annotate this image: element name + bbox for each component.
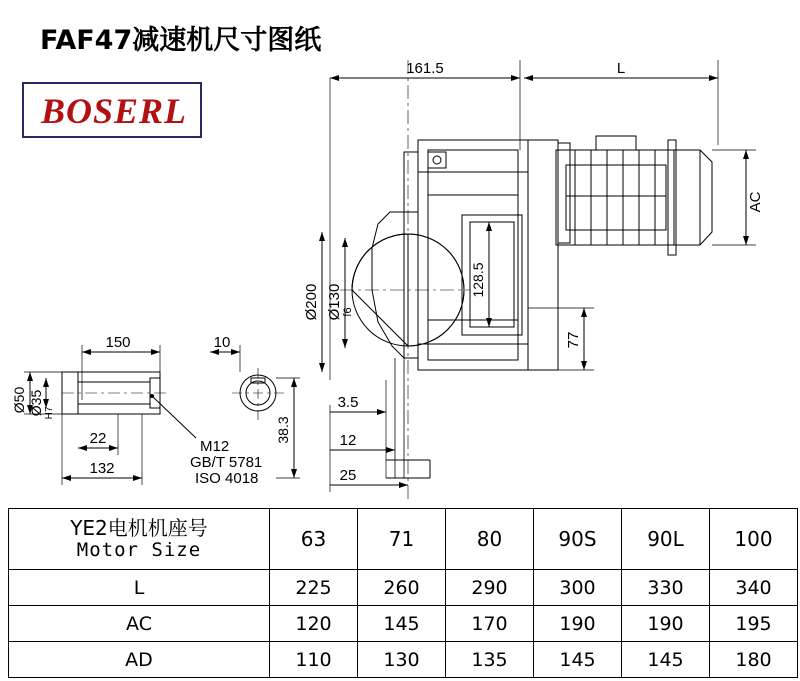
table-cell: 180 bbox=[710, 642, 798, 678]
table-header-row bbox=[9, 509, 798, 570]
dim-77: 77 bbox=[565, 331, 582, 349]
table-header-cell: 90L bbox=[622, 509, 710, 570]
header-label-cn: YE2电机机座号 bbox=[70, 515, 208, 540]
dim-25: 25 bbox=[339, 467, 357, 484]
row-label: L bbox=[9, 570, 270, 606]
table-cell: 190 bbox=[622, 606, 710, 642]
table-cell: 340 bbox=[710, 570, 798, 606]
table-cell: 290 bbox=[446, 570, 534, 606]
table-cell: 120 bbox=[270, 606, 358, 642]
dim-161-5: 161.5 bbox=[406, 60, 444, 77]
thread-label-gbt: GB/T 5781 bbox=[190, 454, 263, 471]
thread-label-m12: M12 bbox=[200, 438, 230, 455]
table-header-cell: 100 bbox=[710, 509, 798, 570]
table-header-cell: 80 bbox=[446, 509, 534, 570]
page-title: FAF47减速机尺寸图纸 bbox=[40, 25, 322, 56]
table-cell: 190 bbox=[534, 606, 622, 642]
dim-d130-tol: f6 bbox=[342, 307, 354, 317]
table-cell: 130 bbox=[358, 642, 446, 678]
dim-12: 12 bbox=[339, 432, 357, 449]
table-cell: 225 bbox=[270, 570, 358, 606]
dim-128-5: 128.5 bbox=[470, 262, 486, 298]
dim-d130: Ø130 bbox=[326, 283, 343, 321]
dim-L: L bbox=[616, 60, 626, 77]
logo-text: BOSERL bbox=[40, 91, 188, 131]
table-cell: 300 bbox=[534, 570, 622, 606]
dim-10: 10 bbox=[213, 334, 231, 351]
row-label: AD bbox=[9, 642, 270, 678]
dim-150: 150 bbox=[105, 334, 131, 351]
header-label-en: Motor Size bbox=[76, 538, 202, 561]
dim-3-5: 3.5 bbox=[337, 394, 359, 411]
table-header-label bbox=[9, 509, 270, 570]
thread-label-iso: ISO 4018 bbox=[195, 470, 259, 487]
spec-table bbox=[8, 508, 798, 678]
table-row bbox=[9, 570, 798, 606]
table-header-cell: 63 bbox=[270, 509, 358, 570]
table-cell: 145 bbox=[358, 606, 446, 642]
dim-d50: Ø50 bbox=[11, 386, 27, 414]
dim-38-3: 38.3 bbox=[275, 416, 291, 444]
table-row bbox=[9, 606, 798, 642]
table-cell: 170 bbox=[446, 606, 534, 642]
dim-132: 132 bbox=[89, 460, 115, 477]
table-row bbox=[9, 642, 798, 678]
table-cell: 330 bbox=[622, 570, 710, 606]
table-header-cell: 71 bbox=[358, 509, 446, 570]
table-cell: 135 bbox=[446, 642, 534, 678]
table-cell: 110 bbox=[270, 642, 358, 678]
dim-AC: AC bbox=[747, 191, 764, 213]
dim-d35: Ø35 bbox=[28, 389, 44, 417]
dim-d200: Ø200 bbox=[303, 283, 320, 321]
row-label: AC bbox=[9, 606, 270, 642]
table-cell: 260 bbox=[358, 570, 446, 606]
table-cell: 195 bbox=[710, 606, 798, 642]
dim-d35-tol: H7 bbox=[44, 406, 55, 420]
dim-22: 22 bbox=[89, 430, 107, 447]
table-header-cell: 90S bbox=[534, 509, 622, 570]
table-cell: 145 bbox=[622, 642, 710, 678]
table-cell: 145 bbox=[534, 642, 622, 678]
